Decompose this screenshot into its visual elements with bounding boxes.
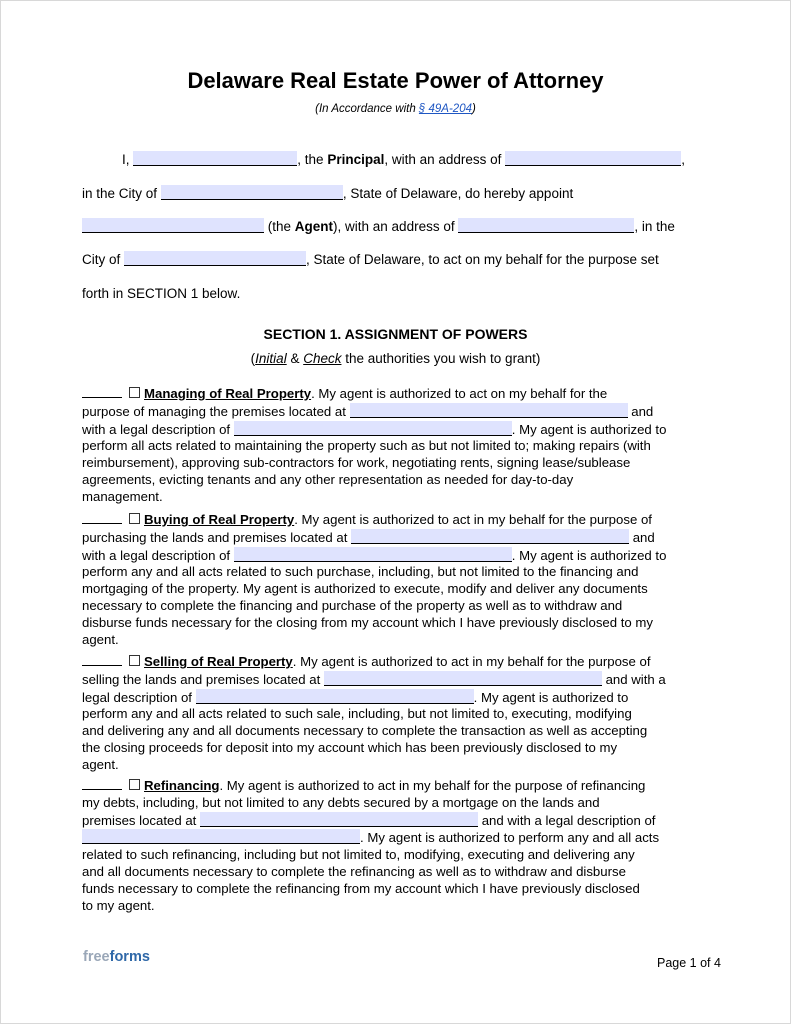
power-managing [82, 385, 712, 506]
initial-field[interactable] [82, 385, 122, 398]
para-text: . My agent is authorized to act on my behalf for the [311, 386, 608, 401]
power-selling [82, 653, 712, 774]
para-text: premises located at [82, 812, 197, 828]
refinancing-premises-field[interactable] [200, 812, 478, 827]
intro-text: I, [122, 152, 130, 167]
initial-field[interactable] [82, 511, 122, 524]
para-text: to my agent. [82, 897, 155, 913]
initial-field[interactable] [82, 653, 122, 666]
para-text: legal description of [82, 689, 192, 705]
subtitle-suffix: ) [472, 103, 476, 115]
buying-legal-field[interactable] [234, 547, 512, 562]
para-text: and with a legal description of [478, 812, 656, 828]
power-title: Selling of Real Property [144, 654, 293, 669]
para-text: . My agent is authorized to perform any and all acts [360, 830, 660, 846]
intro-text: ), with an address of [333, 219, 455, 234]
para-text: disburse funds necessary for the closing from my account which I have previously disclosed to my [82, 614, 653, 630]
para-text: . My agent is authorized to act in my behalf for the purpose of refinancing [219, 778, 646, 793]
refinancing-checkbox[interactable] [129, 779, 140, 790]
instr-check: Check [303, 351, 342, 366]
principal-name-field[interactable] [133, 151, 297, 166]
para-text: and all documents necessary to complete the refinancing as well as to withdraw and disburse [82, 863, 626, 879]
section-instructions [1, 351, 790, 366]
managing-premises-field[interactable] [350, 403, 628, 418]
para-text: perform all acts related to maintaining the property such as but not limited to; making repairs (with [82, 438, 651, 454]
power-title: Buying of Real Property [144, 512, 295, 527]
brand-free: free [83, 949, 110, 965]
para-text: purchasing the lands and premises located at [82, 529, 348, 545]
intro-line-4 [82, 251, 659, 269]
intro-text: , State of Delaware, to act on my behalf for the purpose set [306, 252, 659, 267]
instr-text: ( [250, 351, 256, 366]
power-title: Managing of Real Property [144, 386, 312, 401]
intro-text: (the [267, 219, 295, 234]
intro-text: , [681, 152, 685, 167]
managing-checkbox[interactable] [129, 387, 140, 398]
agent-label: Agent [294, 219, 334, 234]
brand-forms: forms [109, 949, 150, 965]
document-subtitle [1, 103, 790, 115]
para-text: perform any and all acts related to such sale, including, but not limited to, executing, modifying [82, 706, 632, 722]
para-text: necessary to complete the financing and purchase of the property as well as to withdraw and [82, 597, 623, 613]
para-text: mortgaging of the property. My agent is authorized to execute, modify and deliver any documents [82, 581, 648, 597]
para-text: funds necessary to complete the refinancing from my account which I have previously disclosed [82, 880, 640, 896]
para-text: agreements, evicting tenants and any other representation as needed for day-to-day [82, 471, 574, 487]
para-text: . My agent is authorized to [511, 421, 667, 437]
agent-name-field[interactable] [82, 218, 264, 233]
managing-legal-field[interactable] [234, 421, 512, 436]
selling-checkbox[interactable] [129, 655, 140, 666]
section-heading: SECTION 1. ASSIGNMENT OF POWERS [263, 326, 528, 342]
intro-text: , State of Delaware, do hereby appoint [342, 186, 574, 201]
power-title: Refinancing [144, 778, 220, 793]
agent-address-field[interactable] [458, 218, 634, 233]
agent-city-field[interactable] [124, 251, 306, 266]
intro-text: in the City of [82, 186, 158, 201]
instr-text: & [286, 351, 304, 366]
para-text: with a legal description of [82, 547, 231, 563]
para-text: purpose of managing the premises located at [82, 403, 346, 419]
para-text: . My agent is authorized to act in my behalf for the purpose of [294, 512, 652, 527]
para-text: related to such refinancing, including but not limited to, modifying, executing and delivering any [82, 847, 635, 863]
refinancing-legal-field[interactable] [82, 829, 360, 844]
instr-initial: Initial [255, 351, 287, 366]
document-title: Delaware Real Estate Power of Attorney [187, 68, 604, 93]
page-number: Page 1 of 4 [657, 956, 721, 970]
para-text: . My agent is authorized to [511, 547, 667, 563]
initial-field[interactable] [82, 777, 122, 790]
intro-line-5: forth in SECTION 1 below. [82, 286, 241, 301]
para-text: . My agent is authorized to act in my behalf for the purpose of [292, 654, 651, 669]
buying-checkbox[interactable] [129, 513, 140, 524]
para-text: selling the lands and premises located at [82, 671, 321, 687]
statute-link[interactable]: § 49A-204 [418, 103, 472, 115]
para-text: reimbursement), approving sub-contractors for work, negotiating rents, signing lease/sublease [82, 455, 631, 471]
para-text: agent. [82, 756, 119, 772]
subtitle-prefix: (In Accordance with [315, 103, 419, 115]
intro-text: City of [82, 252, 121, 267]
instr-text: the authorities you wish to grant) [341, 351, 541, 366]
intro-text: , with an address of [384, 152, 502, 167]
para-text: and [629, 529, 655, 545]
selling-legal-field[interactable] [196, 689, 474, 704]
principal-address-field[interactable] [505, 151, 681, 166]
para-text: my debts, including, but not limited to any debts secured by a mortgage on the lands and [82, 794, 600, 810]
para-text: with a legal description of [82, 421, 231, 437]
intro-text: , in the [634, 219, 675, 234]
intro-line-1 [122, 151, 685, 169]
para-text: perform any and all acts related to such purchase, including, but not limited to the financing and [82, 564, 639, 580]
principal-city-field[interactable] [161, 185, 343, 200]
selling-premises-field[interactable] [324, 671, 602, 686]
para-text: . My agent is authorized to [473, 689, 629, 705]
intro-line-2 [82, 185, 573, 203]
principal-label: Principal [327, 152, 385, 167]
power-buying [82, 511, 712, 648]
para-text: and [627, 403, 654, 419]
para-text: agent. [82, 631, 119, 647]
para-text: the closing proceeds for deposit into my account which has been previously disclosed to my [82, 739, 618, 755]
para-text: and with a [601, 671, 666, 687]
para-text: and delivering any and all documents necessary to complete the transaction as well as accepting [82, 723, 648, 739]
intro-line-3 [82, 218, 675, 236]
buying-premises-field[interactable] [351, 529, 629, 544]
intro-text: , the [297, 152, 328, 167]
power-refinancing [82, 777, 712, 914]
freeforms-logo [83, 949, 150, 965]
para-text: management. [82, 488, 163, 504]
